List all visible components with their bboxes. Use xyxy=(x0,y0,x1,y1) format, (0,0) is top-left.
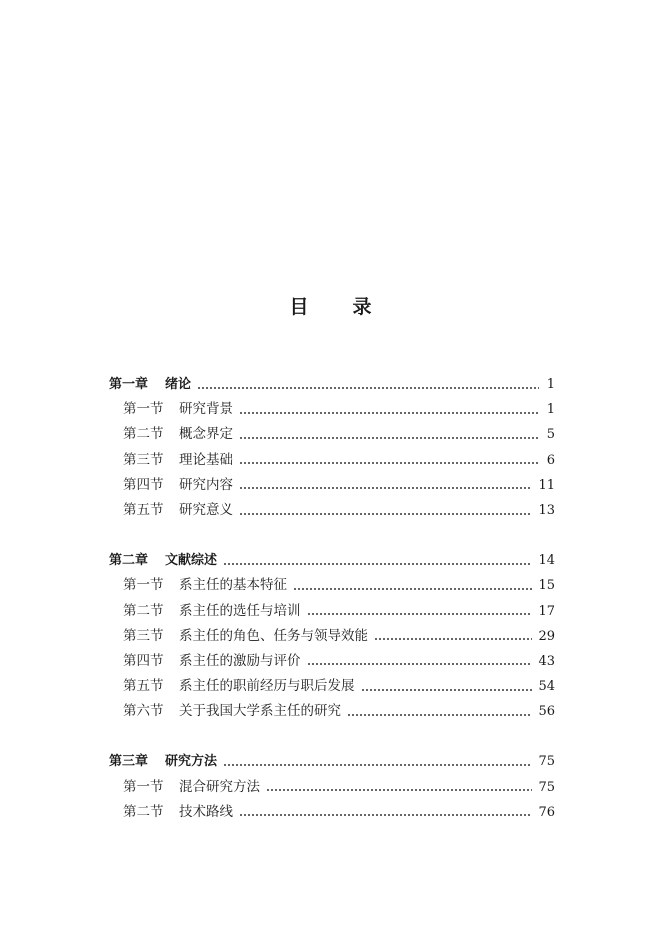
leader-dots xyxy=(239,437,539,439)
toc-section-entry[interactable] xyxy=(109,599,555,624)
section-number: 第四节 xyxy=(123,476,164,493)
chapter-number: 第二章 xyxy=(109,553,149,569)
page-number: 76 xyxy=(538,804,555,820)
toc-section-entry[interactable] xyxy=(109,498,555,523)
leader-dots xyxy=(223,764,532,766)
page-number: 15 xyxy=(538,578,555,594)
section-number: 第五节 xyxy=(123,678,164,695)
toc-section-entry[interactable] xyxy=(109,649,555,674)
toc-chapter-entry[interactable] xyxy=(109,548,555,573)
toc-section-entry[interactable] xyxy=(109,448,555,473)
chapter-title: 研究方法 xyxy=(165,754,218,770)
chapter-block xyxy=(109,372,555,523)
section-number: 第一节 xyxy=(123,577,164,594)
leader-dots xyxy=(293,588,532,590)
page-number: 75 xyxy=(538,779,555,795)
leader-dots xyxy=(223,563,532,565)
chapter-title: 文献综述 xyxy=(165,553,218,569)
leader-dots xyxy=(347,714,532,716)
section-title: 研究内容 xyxy=(179,476,233,493)
section-number: 第五节 xyxy=(123,501,164,518)
page-number: 5 xyxy=(546,427,555,443)
leader-dots xyxy=(361,689,533,691)
leader-dots xyxy=(307,663,533,665)
page-number: 11 xyxy=(538,477,555,493)
section-number: 第一节 xyxy=(123,778,164,795)
page-number: 1 xyxy=(546,402,555,418)
toc-section-entry[interactable] xyxy=(109,800,555,825)
section-number: 第三节 xyxy=(123,451,164,468)
table-of-contents xyxy=(109,372,555,850)
toc-section-entry[interactable] xyxy=(109,573,555,598)
section-number: 第二节 xyxy=(123,803,164,820)
page-number: 1 xyxy=(546,377,555,392)
leader-dots xyxy=(374,638,532,640)
toc-section-entry[interactable] xyxy=(109,473,555,498)
toc-section-entry[interactable] xyxy=(109,775,555,800)
toc-section-entry[interactable] xyxy=(109,422,555,447)
section-title: 系主任的职前经历与职后发展 xyxy=(179,678,355,695)
section-title: 系主任的选任与培训 xyxy=(179,602,301,619)
page-number: 13 xyxy=(538,502,555,518)
toc-chapter-entry[interactable] xyxy=(109,749,555,774)
page-number: 29 xyxy=(538,628,555,644)
chapter-block xyxy=(109,749,555,825)
toc-section-entry[interactable] xyxy=(109,397,555,422)
section-number: 第三节 xyxy=(123,627,164,644)
leader-dots xyxy=(197,387,539,389)
section-title: 系主任的激励与评价 xyxy=(179,652,301,669)
section-title: 关于我国大学系主任的研究 xyxy=(179,703,341,720)
page-number: 75 xyxy=(538,754,555,770)
section-title: 混合研究方法 xyxy=(179,778,260,795)
leader-dots xyxy=(239,462,539,464)
toc-section-entry[interactable] xyxy=(109,624,555,649)
chapter-block xyxy=(109,548,555,724)
section-number: 第六节 xyxy=(123,703,164,720)
leader-dots xyxy=(307,613,533,615)
section-title: 理论基础 xyxy=(179,451,233,468)
leader-dots xyxy=(239,487,532,489)
leader-dots xyxy=(239,412,539,414)
section-title: 技术路线 xyxy=(179,803,233,820)
page-number: 43 xyxy=(538,653,555,669)
page-number: 54 xyxy=(538,679,555,695)
chapter-number: 第三章 xyxy=(109,754,149,770)
section-title: 系主任的基本特征 xyxy=(179,577,287,594)
section-title: 研究背景 xyxy=(179,401,233,418)
page-number: 14 xyxy=(538,553,555,569)
section-number: 第二节 xyxy=(123,602,164,619)
section-title: 系主任的角色、任务与领导效能 xyxy=(179,627,368,644)
leader-dots xyxy=(239,814,532,816)
section-title: 研究意义 xyxy=(179,501,233,518)
chapter-number: 第一章 xyxy=(109,377,149,392)
page-number: 56 xyxy=(538,704,555,720)
section-title: 概念界定 xyxy=(179,426,233,443)
leader-dots xyxy=(239,513,532,515)
chapter-title: 绪论 xyxy=(165,377,192,392)
toc-section-entry[interactable] xyxy=(109,699,555,724)
section-number: 第四节 xyxy=(123,652,164,669)
leader-dots xyxy=(266,789,532,791)
toc-section-entry[interactable] xyxy=(109,674,555,699)
page-number: 17 xyxy=(538,603,555,619)
toc-chapter-entry[interactable] xyxy=(109,372,555,397)
section-number: 第二节 xyxy=(123,426,164,443)
section-number: 第一节 xyxy=(123,401,164,418)
page-title: 目录 xyxy=(289,296,416,318)
page-number: 6 xyxy=(546,452,555,468)
